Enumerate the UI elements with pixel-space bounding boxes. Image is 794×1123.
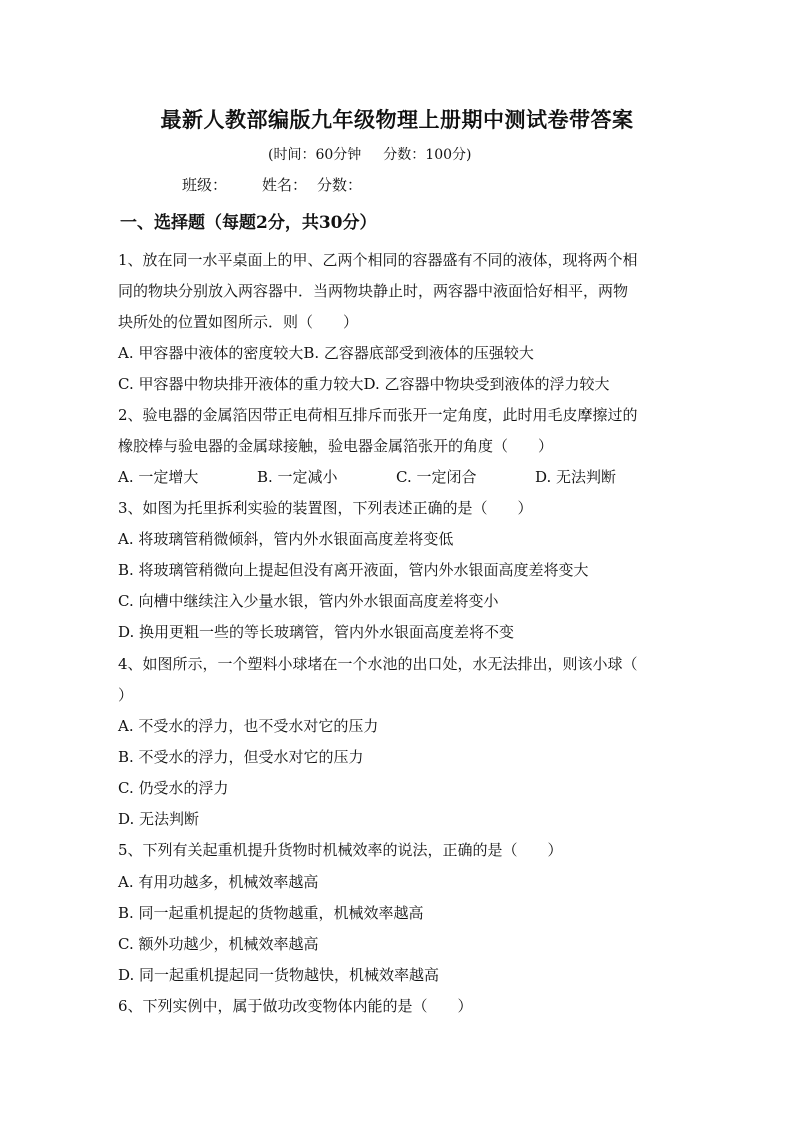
question-3-option-c: C. 向槽中继续注入少量水银，管内外水银面高度差将变小	[118, 592, 499, 610]
question-3-option-b: B. 将玻璃管稍微向上提起但没有离开液面，管内外水银面高度差将变大	[118, 561, 589, 579]
question-2-option-b: B. 一定减小	[257, 468, 338, 486]
score-field-label: 分数：	[317, 176, 363, 194]
question-2-options	[118, 467, 616, 487]
exam-time: (时间：60分钟	[268, 147, 362, 163]
page-title: 最新人教部编版九年级物理上册期中测试卷带答案	[160, 107, 634, 132]
question-1-option-cd: C. 甲容器中物块排开液体的重力较大D. 乙容器中物块受到液体的浮力较大	[118, 375, 610, 393]
question-5-option-b: B. 同一起重机提起的货物越重，机械效率越高	[118, 904, 424, 922]
question-3-option-a: A. 将玻璃管稍微倾斜，管内外水银面高度差将变低	[118, 530, 454, 548]
exam-info	[268, 144, 471, 164]
question-1-option-ab: A. 甲容器中液体的密度较大B. 乙容器底部受到液体的压强较大	[118, 344, 534, 362]
question-2-line-1: 2、验电器的金属箔因带正电荷相互排斥而张开一定角度，此时用毛皮摩擦过的	[118, 406, 638, 424]
question-2-line-2: 橡胶棒与验电器的金属球接触，验电器金属箔张开的角度（ ）	[118, 437, 554, 455]
question-4-option-c: C. 仍受水的浮力	[118, 779, 229, 797]
name-field-label: 姓名：	[262, 176, 308, 194]
question-5-option-a: A. 有用功越多，机械效率越高	[118, 873, 319, 891]
question-1-line-2: 同的物块分别放入两容器中．当两物块静止时，两容器中液面恰好相平，两物	[118, 282, 629, 300]
question-4-option-b: B. 不受水的浮力，但受水对它的压力	[118, 748, 364, 766]
question-4-option-d: D. 无法判断	[118, 810, 200, 828]
question-5-option-d: D. 同一起重机提起同一货物越快，机械效率越高	[118, 966, 440, 984]
question-3-line-1: 3、如图为托里拆利实验的装置图，下列表述正确的是（ ）	[118, 499, 533, 517]
question-5-line-1: 5、下列有关起重机提升货物时机械效率的说法，正确的是（ ）	[118, 841, 563, 859]
question-4-option-a: A. 不受水的浮力，也不受水对它的压力	[118, 717, 379, 735]
question-4-line-1: 4、如图所示，一个塑料小球堵在一个水池的出口处，水无法排出，则该小球（	[118, 655, 638, 673]
question-6-line-1: 6、下列实例中，属于做功改变物体内能的是（ ）	[118, 997, 473, 1015]
question-5-option-c: C. 额外功越少，机械效率越高	[118, 935, 319, 953]
question-1-line-1: 1、放在同一水平桌面上的甲、乙两个相同的容器盛有不同的液体，现将两个相	[118, 251, 638, 269]
exam-score: 分数：100分)	[383, 147, 472, 163]
question-4-line-2: ）	[118, 686, 134, 704]
student-info-line	[182, 174, 362, 195]
question-2-option-d: D. 无法判断	[535, 468, 617, 486]
question-2-option-c: C. 一定闭合	[396, 468, 477, 486]
section-heading: 一、选择题（每题2分，共30分）	[120, 213, 377, 233]
class-field-label: 班级：	[182, 176, 228, 194]
question-3-option-d: D. 换用更粗一些的等长玻璃管，管内外水银面高度差将不变	[118, 623, 515, 641]
question-1-line-3: 块所处的位置如图所示．则（ ）	[118, 313, 359, 331]
question-2-option-a: A. 一定增大	[118, 468, 199, 486]
